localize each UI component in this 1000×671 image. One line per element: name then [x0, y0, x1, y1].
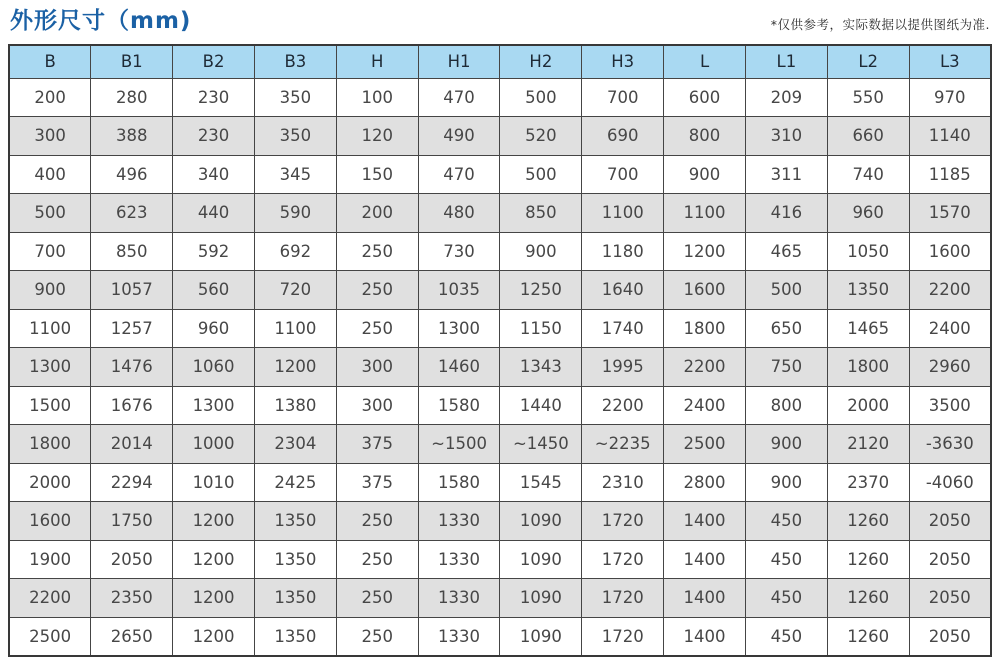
table-cell: 1800	[827, 348, 909, 387]
table-cell: 1200	[173, 502, 255, 541]
table-cell: 1720	[582, 617, 664, 656]
table-cell: 970	[909, 78, 991, 117]
table-cell: 1570	[909, 194, 991, 233]
table-cell: 692	[254, 232, 336, 271]
table-cell: 1330	[418, 579, 500, 618]
table-cell: 1260	[827, 540, 909, 579]
table-cell: 300	[336, 386, 418, 425]
table-cell: 740	[827, 155, 909, 194]
table-cell: 1900	[9, 540, 91, 579]
table-cell: 1330	[418, 502, 500, 541]
table-cell: 700	[582, 78, 664, 117]
table-cell: 1400	[664, 579, 746, 618]
table-cell: 416	[745, 194, 827, 233]
table-cell: 310	[745, 117, 827, 156]
table-cell: 350	[254, 78, 336, 117]
table-row	[9, 232, 991, 271]
table-cell: 1150	[500, 309, 582, 348]
table-cell: 350	[254, 117, 336, 156]
column-header-b2: B2	[173, 45, 255, 78]
table-cell: 2350	[91, 579, 173, 618]
table-cell: 388	[91, 117, 173, 156]
table-cell: 2050	[91, 540, 173, 579]
table-cell: 1350	[254, 617, 336, 656]
table-cell: 2400	[909, 309, 991, 348]
table-row	[9, 309, 991, 348]
table-cell: 2200	[909, 271, 991, 310]
table-cell: 1140	[909, 117, 991, 156]
table-cell: 1750	[91, 502, 173, 541]
table-cell: 2050	[909, 617, 991, 656]
table-cell: 2000	[827, 386, 909, 425]
table-cell: 2650	[91, 617, 173, 656]
table-row	[9, 194, 991, 233]
table-cell: 2014	[91, 425, 173, 464]
table-cell: 2120	[827, 425, 909, 464]
table-row	[9, 617, 991, 656]
table-cell: 250	[336, 540, 418, 579]
table-cell: 2800	[664, 463, 746, 502]
table-cell: 550	[827, 78, 909, 117]
table-cell: 250	[336, 309, 418, 348]
table-cell: 1800	[664, 309, 746, 348]
table-cell: 1250	[500, 271, 582, 310]
table-row	[9, 155, 991, 194]
table-cell: 2200	[664, 348, 746, 387]
table-cell: 120	[336, 117, 418, 156]
table-cell: 2200	[582, 386, 664, 425]
table-cell: 590	[254, 194, 336, 233]
table-cell: 1350	[827, 271, 909, 310]
table-cell: 1180	[582, 232, 664, 271]
table-cell: 1090	[500, 540, 582, 579]
table-cell: 2500	[664, 425, 746, 464]
table-cell: 250	[336, 617, 418, 656]
table-cell: 311	[745, 155, 827, 194]
table-cell: 2425	[254, 463, 336, 502]
table-cell: 375	[336, 425, 418, 464]
table-cell: 300	[9, 117, 91, 156]
table-cell: 230	[173, 117, 255, 156]
table-cell: 340	[173, 155, 255, 194]
table-cell: 2050	[909, 540, 991, 579]
table-cell: 230	[173, 78, 255, 117]
table-cell: 1545	[500, 463, 582, 502]
table-cell: 1200	[664, 232, 746, 271]
table-cell: 490	[418, 117, 500, 156]
table-cell: 1200	[173, 617, 255, 656]
table-cell: 100	[336, 78, 418, 117]
disclaimer-note: *仅供参考，实际数据以提供图纸为准.	[770, 17, 990, 32]
table-cell: 750	[745, 348, 827, 387]
column-header-l3: L3	[909, 45, 991, 78]
table-cell: 500	[9, 194, 91, 233]
table-cell: 1057	[91, 271, 173, 310]
table-cell: 900	[664, 155, 746, 194]
table-cell: 1200	[254, 348, 336, 387]
table-cell: 3500	[909, 386, 991, 425]
table-row	[9, 463, 991, 502]
table-cell: ~2235	[582, 425, 664, 464]
column-header-l: L	[664, 45, 746, 78]
column-header-h2: H2	[500, 45, 582, 78]
table-cell: 1200	[173, 579, 255, 618]
table-cell: 1330	[418, 540, 500, 579]
table-row	[9, 348, 991, 387]
table-cell: 1720	[582, 502, 664, 541]
table-cell: 1400	[664, 540, 746, 579]
table-cell: 450	[745, 579, 827, 618]
table-cell: 480	[418, 194, 500, 233]
table-cell: 300	[336, 348, 418, 387]
table-cell: 623	[91, 194, 173, 233]
table-cell: 1600	[909, 232, 991, 271]
table-cell: 1350	[254, 579, 336, 618]
table-cell: 1600	[9, 502, 91, 541]
table-cell: 500	[745, 271, 827, 310]
table-cell: 465	[745, 232, 827, 271]
table-cell: 1500	[9, 386, 91, 425]
table-cell: 1257	[91, 309, 173, 348]
table-cell: 1400	[664, 502, 746, 541]
table-cell: 1260	[827, 617, 909, 656]
table-cell: 496	[91, 155, 173, 194]
table-cell: 250	[336, 232, 418, 271]
table-cell: 1035	[418, 271, 500, 310]
table-cell: 1100	[9, 309, 91, 348]
table-cell: 1740	[582, 309, 664, 348]
table-cell: 1330	[418, 617, 500, 656]
table-cell: 960	[173, 309, 255, 348]
table-cell: 1350	[254, 540, 336, 579]
table-cell: 1800	[9, 425, 91, 464]
table-row	[9, 78, 991, 117]
table-cell: 700	[582, 155, 664, 194]
table-cell: 960	[827, 194, 909, 233]
table-cell: 650	[745, 309, 827, 348]
page-title: 外形尺寸（mm)	[10, 8, 192, 35]
table-cell: 1300	[9, 348, 91, 387]
table-cell: 2370	[827, 463, 909, 502]
table-cell: 250	[336, 271, 418, 310]
table-cell: 1090	[500, 579, 582, 618]
table-row	[9, 502, 991, 541]
table-row	[9, 117, 991, 156]
table-cell: 250	[336, 579, 418, 618]
table-cell: 200	[336, 194, 418, 233]
table-cell: 2310	[582, 463, 664, 502]
table-cell: 690	[582, 117, 664, 156]
top-bar	[8, 0, 992, 44]
table-cell: 450	[745, 617, 827, 656]
table-row	[9, 425, 991, 464]
table-cell: 1100	[254, 309, 336, 348]
table-cell: 450	[745, 540, 827, 579]
table-cell: 1343	[500, 348, 582, 387]
table-cell: -4060	[909, 463, 991, 502]
table-cell: 1580	[418, 463, 500, 502]
table-cell: 1600	[664, 271, 746, 310]
table-cell: 470	[418, 155, 500, 194]
table-cell: 1400	[664, 617, 746, 656]
table-cell: 520	[500, 117, 582, 156]
table-cell: 900	[745, 425, 827, 464]
table-cell: 1010	[173, 463, 255, 502]
table-cell: 2304	[254, 425, 336, 464]
table-cell: 850	[91, 232, 173, 271]
table-cell: 900	[745, 463, 827, 502]
table-cell: 2050	[909, 502, 991, 541]
table-cell: 2000	[9, 463, 91, 502]
table-cell: 700	[9, 232, 91, 271]
table-cell: 2200	[9, 579, 91, 618]
table-cell: 1100	[582, 194, 664, 233]
table-cell: 730	[418, 232, 500, 271]
column-header-h3: H3	[582, 45, 664, 78]
table-cell: 1720	[582, 579, 664, 618]
table-cell: 1640	[582, 271, 664, 310]
table-cell: 900	[500, 232, 582, 271]
table-cell: 2400	[664, 386, 746, 425]
table-cell: 660	[827, 117, 909, 156]
table-cell: 1185	[909, 155, 991, 194]
table-cell: 2500	[9, 617, 91, 656]
table-cell: ~1500	[418, 425, 500, 464]
table-header	[9, 45, 991, 78]
table-cell: 1440	[500, 386, 582, 425]
table-cell: 1350	[254, 502, 336, 541]
table-cell: 1260	[827, 579, 909, 618]
table-row	[9, 540, 991, 579]
column-header-l2: L2	[827, 45, 909, 78]
table-body	[9, 78, 991, 656]
table-cell: 1676	[91, 386, 173, 425]
table-cell: 1090	[500, 502, 582, 541]
table-cell: 1380	[254, 386, 336, 425]
table-cell: 1720	[582, 540, 664, 579]
table-cell: 1995	[582, 348, 664, 387]
table-cell: 500	[500, 155, 582, 194]
table-cell: 720	[254, 271, 336, 310]
table-cell: 500	[500, 78, 582, 117]
table-cell: -3630	[909, 425, 991, 464]
table-cell: ~1450	[500, 425, 582, 464]
column-header-h1: H1	[418, 45, 500, 78]
column-header-l1: L1	[745, 45, 827, 78]
table-cell: 1050	[827, 232, 909, 271]
table-cell: 2050	[909, 579, 991, 618]
table-cell: 250	[336, 502, 418, 541]
column-header-b3: B3	[254, 45, 336, 78]
table-cell: 440	[173, 194, 255, 233]
table-cell: 200	[9, 78, 91, 117]
table-cell: 800	[664, 117, 746, 156]
table-cell: 209	[745, 78, 827, 117]
table-row	[9, 579, 991, 618]
table-cell: 1100	[664, 194, 746, 233]
table-cell: 1300	[173, 386, 255, 425]
table-cell: 800	[745, 386, 827, 425]
table-cell: 592	[173, 232, 255, 271]
table-cell: 900	[9, 271, 91, 310]
table-row	[9, 271, 991, 310]
table-cell: 1300	[418, 309, 500, 348]
header-row	[9, 45, 991, 78]
table-cell: 280	[91, 78, 173, 117]
table-cell: 1060	[173, 348, 255, 387]
column-header-b: B	[9, 45, 91, 78]
table-cell: 345	[254, 155, 336, 194]
table-cell: 375	[336, 463, 418, 502]
table-cell: 1580	[418, 386, 500, 425]
table-cell: 1460	[418, 348, 500, 387]
table-cell: 1000	[173, 425, 255, 464]
table-cell: 1260	[827, 502, 909, 541]
table-cell: 2960	[909, 348, 991, 387]
table-cell: 450	[745, 502, 827, 541]
table-cell: 1465	[827, 309, 909, 348]
table-cell: 2294	[91, 463, 173, 502]
table-cell: 470	[418, 78, 500, 117]
column-header-b1: B1	[91, 45, 173, 78]
table-cell: 1476	[91, 348, 173, 387]
table-cell: 1200	[173, 540, 255, 579]
table-cell: 1090	[500, 617, 582, 656]
table-cell: 400	[9, 155, 91, 194]
table-cell: 150	[336, 155, 418, 194]
table-cell: 600	[664, 78, 746, 117]
column-header-h: H	[336, 45, 418, 78]
table-cell: 850	[500, 194, 582, 233]
dimensions-table	[8, 44, 992, 657]
table-cell: 560	[173, 271, 255, 310]
table-row	[9, 386, 991, 425]
